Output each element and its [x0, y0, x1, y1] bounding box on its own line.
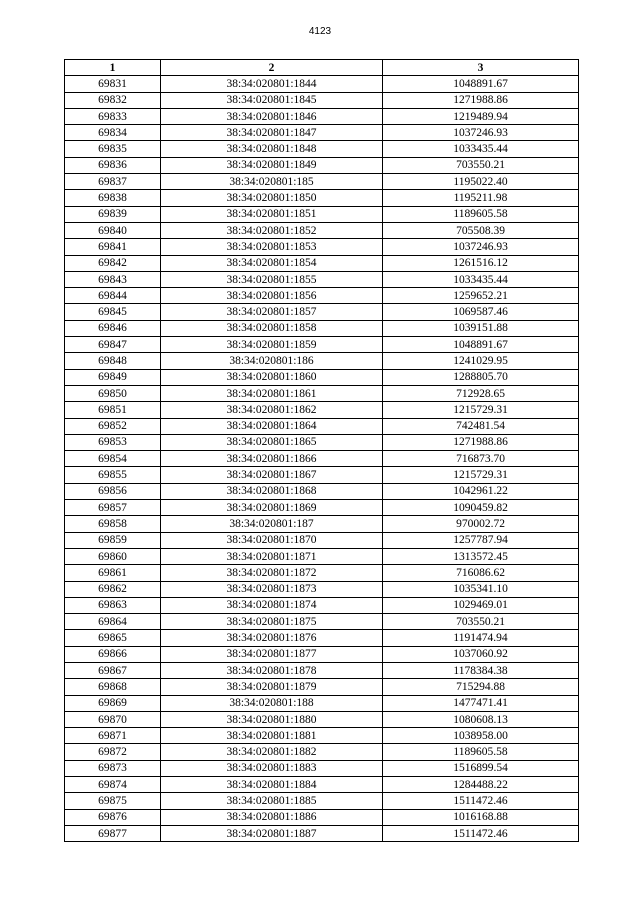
- table-row: [65, 646, 579, 662]
- table-body: [65, 76, 579, 842]
- table-cell: 1288805.70: [383, 369, 579, 385]
- table-row: [65, 174, 579, 190]
- table-cell: 69868: [65, 679, 161, 695]
- table-cell: 712928.65: [383, 385, 579, 401]
- table-cell: 716086.62: [383, 565, 579, 581]
- table-row: [65, 92, 579, 108]
- table-cell: 38:34:020801:1882: [161, 744, 383, 760]
- table-cell: 38:34:020801:1876: [161, 630, 383, 646]
- table-cell: 1284488.22: [383, 777, 579, 793]
- table-row: [65, 222, 579, 238]
- table-cell: 38:34:020801:1877: [161, 646, 383, 662]
- table-cell: 1271988.86: [383, 434, 579, 450]
- table-cell: 1219489.94: [383, 108, 579, 124]
- table-cell: 1016168.88: [383, 809, 579, 825]
- table-cell: 1189605.58: [383, 206, 579, 222]
- column-header: 2: [161, 60, 383, 76]
- table-row: [65, 206, 579, 222]
- table-cell: 38:34:020801:1873: [161, 581, 383, 597]
- table-cell: 38:34:020801:1854: [161, 255, 383, 271]
- table-row: [65, 793, 579, 809]
- table-cell: 69836: [65, 157, 161, 173]
- table-cell: 1313572.45: [383, 548, 579, 564]
- table-cell: 38:34:020801:1885: [161, 793, 383, 809]
- table-cell: 69841: [65, 239, 161, 255]
- table-cell: 38:34:020801:1879: [161, 679, 383, 695]
- table-cell: 1189605.58: [383, 744, 579, 760]
- table-cell: 38:34:020801:1862: [161, 402, 383, 418]
- table-cell: 38:34:020801:1860: [161, 369, 383, 385]
- table-cell: 1215729.31: [383, 402, 579, 418]
- table-cell: 38:34:020801:1850: [161, 190, 383, 206]
- table-cell: 38:34:020801:1859: [161, 337, 383, 353]
- table-cell: 69839: [65, 206, 161, 222]
- table-cell: 38:34:020801:186: [161, 353, 383, 369]
- table-cell: 38:34:020801:1880: [161, 711, 383, 727]
- table-row: [65, 662, 579, 678]
- table-cell: 69863: [65, 597, 161, 613]
- table-cell: 69838: [65, 190, 161, 206]
- table-cell: 38:34:020801:1886: [161, 809, 383, 825]
- table-cell: 1511472.46: [383, 825, 579, 841]
- table-row: [65, 304, 579, 320]
- table-cell: 970002.72: [383, 516, 579, 532]
- table-cell: 1090459.82: [383, 500, 579, 516]
- table-row: [65, 255, 579, 271]
- table-row: [65, 418, 579, 434]
- table-row: [65, 565, 579, 581]
- table-cell: 1271988.86: [383, 92, 579, 108]
- table-cell: 38:34:020801:1861: [161, 385, 383, 401]
- table-cell: 1261516.12: [383, 255, 579, 271]
- table-cell: 69844: [65, 288, 161, 304]
- table-cell: 69867: [65, 662, 161, 678]
- table-cell: 1037246.93: [383, 125, 579, 141]
- table-cell: 69860: [65, 548, 161, 564]
- table-cell: 1080608.13: [383, 711, 579, 727]
- table-row: [65, 467, 579, 483]
- table-cell: 69840: [65, 222, 161, 238]
- table-cell: 69855: [65, 467, 161, 483]
- table-cell: 69871: [65, 728, 161, 744]
- table-cell: 69842: [65, 255, 161, 271]
- table-cell: 1191474.94: [383, 630, 579, 646]
- table-cell: 1241029.95: [383, 353, 579, 369]
- column-header: 3: [383, 60, 579, 76]
- table-row: [65, 809, 579, 825]
- table-cell: 69837: [65, 174, 161, 190]
- table-cell: 38:34:020801:1845: [161, 92, 383, 108]
- table-cell: 38:34:020801:1881: [161, 728, 383, 744]
- table-row: [65, 337, 579, 353]
- table-cell: 1259652.21: [383, 288, 579, 304]
- table-cell: 38:34:020801:1869: [161, 500, 383, 516]
- table-row: [65, 141, 579, 157]
- table-cell: 69875: [65, 793, 161, 809]
- table-cell: 38:34:020801:1866: [161, 451, 383, 467]
- table-cell: 38:34:020801:1867: [161, 467, 383, 483]
- table-cell: 69864: [65, 614, 161, 630]
- table-row: [65, 369, 579, 385]
- table-cell: 69833: [65, 108, 161, 124]
- table-row: [65, 695, 579, 711]
- table-cell: 38:34:020801:1871: [161, 548, 383, 564]
- table-cell: 38:34:020801:1874: [161, 597, 383, 613]
- table-cell: 38:34:020801:1847: [161, 125, 383, 141]
- table-cell: 69857: [65, 500, 161, 516]
- table-cell: 38:34:020801:1844: [161, 76, 383, 92]
- table-cell: 38:34:020801:1852: [161, 222, 383, 238]
- table-cell: 38:34:020801:1865: [161, 434, 383, 450]
- table-cell: 69865: [65, 630, 161, 646]
- table-row: [65, 516, 579, 532]
- table-cell: 38:34:020801:1878: [161, 662, 383, 678]
- table-cell: 1477471.41: [383, 695, 579, 711]
- table-cell: 38:34:020801:1851: [161, 206, 383, 222]
- table-row: [65, 108, 579, 124]
- table-cell: 1195022.40: [383, 174, 579, 190]
- table-cell: 69858: [65, 516, 161, 532]
- table-cell: 69869: [65, 695, 161, 711]
- table-cell: 1029469.01: [383, 597, 579, 613]
- table-cell: 1257787.94: [383, 532, 579, 548]
- table-row: [65, 597, 579, 613]
- table-row: [65, 190, 579, 206]
- table-cell: 1037246.93: [383, 239, 579, 255]
- table-cell: 38:34:020801:187: [161, 516, 383, 532]
- table-row: [65, 125, 579, 141]
- table-cell: 69849: [65, 369, 161, 385]
- table-cell: 69854: [65, 451, 161, 467]
- table-cell: 69876: [65, 809, 161, 825]
- table-cell: 1038958.00: [383, 728, 579, 744]
- table-row: [65, 825, 579, 841]
- table-row: [65, 76, 579, 92]
- table-cell: 38:34:020801:1872: [161, 565, 383, 581]
- table-row: [65, 548, 579, 564]
- table-row: [65, 239, 579, 255]
- table-cell: 69850: [65, 385, 161, 401]
- table-cell: 716873.70: [383, 451, 579, 467]
- table-cell: 69843: [65, 271, 161, 287]
- table-cell: 69853: [65, 434, 161, 450]
- table-cell: 1035341.10: [383, 581, 579, 597]
- table-row: [65, 483, 579, 499]
- table-cell: 69845: [65, 304, 161, 320]
- table-row: [65, 500, 579, 516]
- table-cell: 69852: [65, 418, 161, 434]
- table-cell: 38:34:020801:1884: [161, 777, 383, 793]
- table-row: [65, 385, 579, 401]
- table-row: [65, 532, 579, 548]
- table-cell: 703550.21: [383, 614, 579, 630]
- table-cell: 1042961.22: [383, 483, 579, 499]
- table-cell: 38:34:020801:185: [161, 174, 383, 190]
- table-row: [65, 288, 579, 304]
- table-cell: 69870: [65, 711, 161, 727]
- table-cell: 38:34:020801:1887: [161, 825, 383, 841]
- table-cell: 38:34:020801:188: [161, 695, 383, 711]
- table-cell: 1195211.98: [383, 190, 579, 206]
- table-row: [65, 157, 579, 173]
- table-cell: 38:34:020801:1857: [161, 304, 383, 320]
- table-row: [65, 434, 579, 450]
- table-cell: 1048891.67: [383, 337, 579, 353]
- table-row: [65, 451, 579, 467]
- table-cell: 1511472.46: [383, 793, 579, 809]
- table-cell: 69846: [65, 320, 161, 336]
- table-row: [65, 614, 579, 630]
- table-cell: 38:34:020801:1849: [161, 157, 383, 173]
- table-row: [65, 320, 579, 336]
- table-cell: 1069587.46: [383, 304, 579, 320]
- table-header-row: [65, 60, 579, 76]
- table-cell: 69832: [65, 92, 161, 108]
- table-cell: 69848: [65, 353, 161, 369]
- table-cell: 38:34:020801:1858: [161, 320, 383, 336]
- column-header: 1: [65, 60, 161, 76]
- table-cell: 69851: [65, 402, 161, 418]
- table-cell: 69877: [65, 825, 161, 841]
- table-row: [65, 402, 579, 418]
- table-cell: 703550.21: [383, 157, 579, 173]
- table-cell: 69856: [65, 483, 161, 499]
- table-cell: 69861: [65, 565, 161, 581]
- table-row: [65, 777, 579, 793]
- table-cell: 69866: [65, 646, 161, 662]
- table-cell: 715294.88: [383, 679, 579, 695]
- table-cell: 1048891.67: [383, 76, 579, 92]
- table-cell: 38:34:020801:1855: [161, 271, 383, 287]
- table-cell: 705508.39: [383, 222, 579, 238]
- table-cell: 69874: [65, 777, 161, 793]
- table-cell: 69847: [65, 337, 161, 353]
- table-cell: 69831: [65, 76, 161, 92]
- table-cell: 38:34:020801:1853: [161, 239, 383, 255]
- table-cell: 38:34:020801:1875: [161, 614, 383, 630]
- table-cell: 1039151.88: [383, 320, 579, 336]
- table-row: [65, 353, 579, 369]
- table-cell: 1033435.44: [383, 141, 579, 157]
- table-row: [65, 679, 579, 695]
- table-cell: 1037060.92: [383, 646, 579, 662]
- table-cell: 742481.54: [383, 418, 579, 434]
- table-cell: 1178384.38: [383, 662, 579, 678]
- table-cell: 38:34:020801:1868: [161, 483, 383, 499]
- table-row: [65, 728, 579, 744]
- table-cell: 38:34:020801:1856: [161, 288, 383, 304]
- table-row: [65, 630, 579, 646]
- table-row: [65, 744, 579, 760]
- table-cell: 1215729.31: [383, 467, 579, 483]
- table-row: [65, 271, 579, 287]
- table-cell: 1033435.44: [383, 271, 579, 287]
- table-cell: 38:34:020801:1870: [161, 532, 383, 548]
- table-cell: 69872: [65, 744, 161, 760]
- table-cell: 1516899.54: [383, 760, 579, 776]
- data-table: [64, 59, 579, 842]
- table-row: [65, 711, 579, 727]
- table-cell: 69862: [65, 581, 161, 597]
- table-cell: 38:34:020801:1883: [161, 760, 383, 776]
- table-cell: 38:34:020801:1864: [161, 418, 383, 434]
- table-cell: 38:34:020801:1848: [161, 141, 383, 157]
- table-cell: 38:34:020801:1846: [161, 108, 383, 124]
- table-row: [65, 760, 579, 776]
- table-cell: 69834: [65, 125, 161, 141]
- table-row: [65, 581, 579, 597]
- table-cell: 69835: [65, 141, 161, 157]
- table-cell: 69873: [65, 760, 161, 776]
- page-number: 4123: [308, 26, 332, 37]
- table-cell: 69859: [65, 532, 161, 548]
